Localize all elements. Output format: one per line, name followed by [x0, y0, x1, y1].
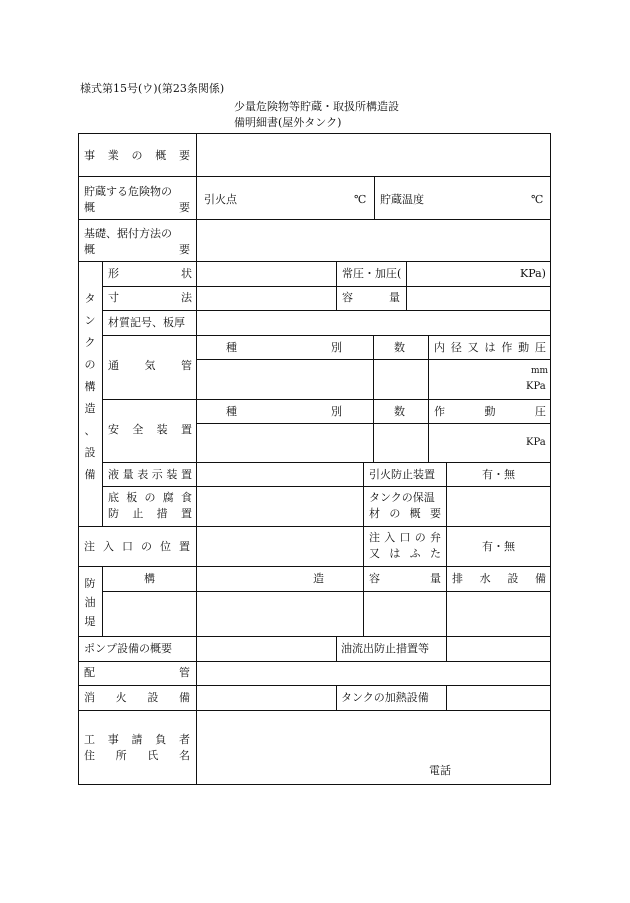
form-number: 様式第15号(ウ)(第23条関係) — [80, 82, 225, 95]
inner-diameter-header: 内 径 又 は 作 動 圧 — [434, 341, 546, 354]
operating-pressure-header: 作 動 圧 — [434, 405, 546, 418]
dike-structure-header: 構 造 — [144, 572, 324, 585]
insulation-line2: 材 の 概 要 — [369, 507, 441, 520]
foundation-label-line1: 基礎、据付方法の — [84, 227, 172, 240]
bottom-corrosion-line1: 底 板 の 腐 食 — [108, 491, 192, 504]
spill-prevention-label: 油流出防止措置等 — [341, 642, 429, 655]
unit-kpa-1: KPa — [526, 381, 546, 392]
drainage-header: 排 水 設 備 — [452, 572, 546, 585]
form-title-line2: 備明細書(屋外タンク) — [234, 116, 342, 129]
vent-count-header: 数 — [394, 341, 405, 354]
level-indicator-label: 液 量 表 示 装 置 — [108, 468, 192, 481]
contractor-line2: 住 所 氏 名 — [84, 749, 190, 762]
celsius-unit-1: ℃ — [354, 193, 367, 206]
material-label: 材質記号、板厚 — [108, 316, 185, 329]
hazard-label-line2: 概 要 — [84, 201, 190, 214]
safety-count-header: 数 — [394, 405, 405, 418]
contractor-line1: 工 事 請 負 者 — [84, 733, 190, 746]
hazard-label-line1: 貯蔵する危険物の — [84, 185, 172, 198]
yes-no-1: 有・無 — [482, 468, 515, 481]
form-title-line1: 少量危険物等貯蔵・取扱所構造設 — [234, 100, 399, 113]
storage-temp-label: 貯蔵温度 — [380, 193, 424, 206]
safety-device-label: 安 全 装 置 — [108, 423, 192, 436]
unit-kpa-2: KPa — [526, 437, 546, 448]
capacity-label: 容 量 — [342, 291, 400, 304]
shape-label: 形 状 — [108, 267, 192, 280]
piping-label: 配 管 — [84, 666, 190, 679]
inlet-valve-line1: 注 入 口 の 弁 — [369, 531, 441, 544]
dike-capacity-header: 容 量 — [369, 572, 441, 585]
inlet-position-label: 注 入 口 の 位 置 — [84, 540, 190, 553]
phone-label: 電話 — [429, 764, 451, 777]
dimensions-label: 寸 法 — [108, 291, 192, 304]
pump-label: ポンプ設備の概要 — [84, 642, 172, 655]
dike-vertical-label: 防 油 堤 — [84, 577, 96, 628]
insulation-line1: タンクの保温 — [369, 491, 435, 504]
pressure-unit: KPa) — [520, 267, 546, 280]
unit-mm: mm — [531, 366, 549, 376]
tank-structure-vertical-label: タ ン ク の 構 造 、 設 備 — [84, 292, 96, 481]
safety-type-header: 種 別 — [226, 405, 342, 418]
foundation-label-line2: 概 要 — [84, 243, 190, 256]
fire-equipment-label: 消 火 設 備 — [84, 691, 190, 704]
bottom-corrosion-line2: 防 止 措 置 — [108, 507, 192, 520]
business-label: 事 業 の 概 要 — [84, 149, 190, 162]
specification-table — [78, 133, 551, 785]
inlet-valve-line2: 又 は ふ た — [369, 547, 441, 560]
pressure-label: 常圧・加圧( — [342, 267, 402, 280]
yes-no-2: 有・無 — [482, 540, 515, 553]
tank-heating-label: タンクの加熱設備 — [341, 691, 429, 704]
vent-type-header: 種 別 — [226, 341, 342, 354]
flame-arrester-label: 引火防止装置 — [369, 468, 435, 481]
vent-pipe-label: 通 気 管 — [108, 359, 192, 372]
celsius-unit-2: ℃ — [531, 193, 544, 206]
flash-point-label: 引火点 — [204, 193, 237, 206]
